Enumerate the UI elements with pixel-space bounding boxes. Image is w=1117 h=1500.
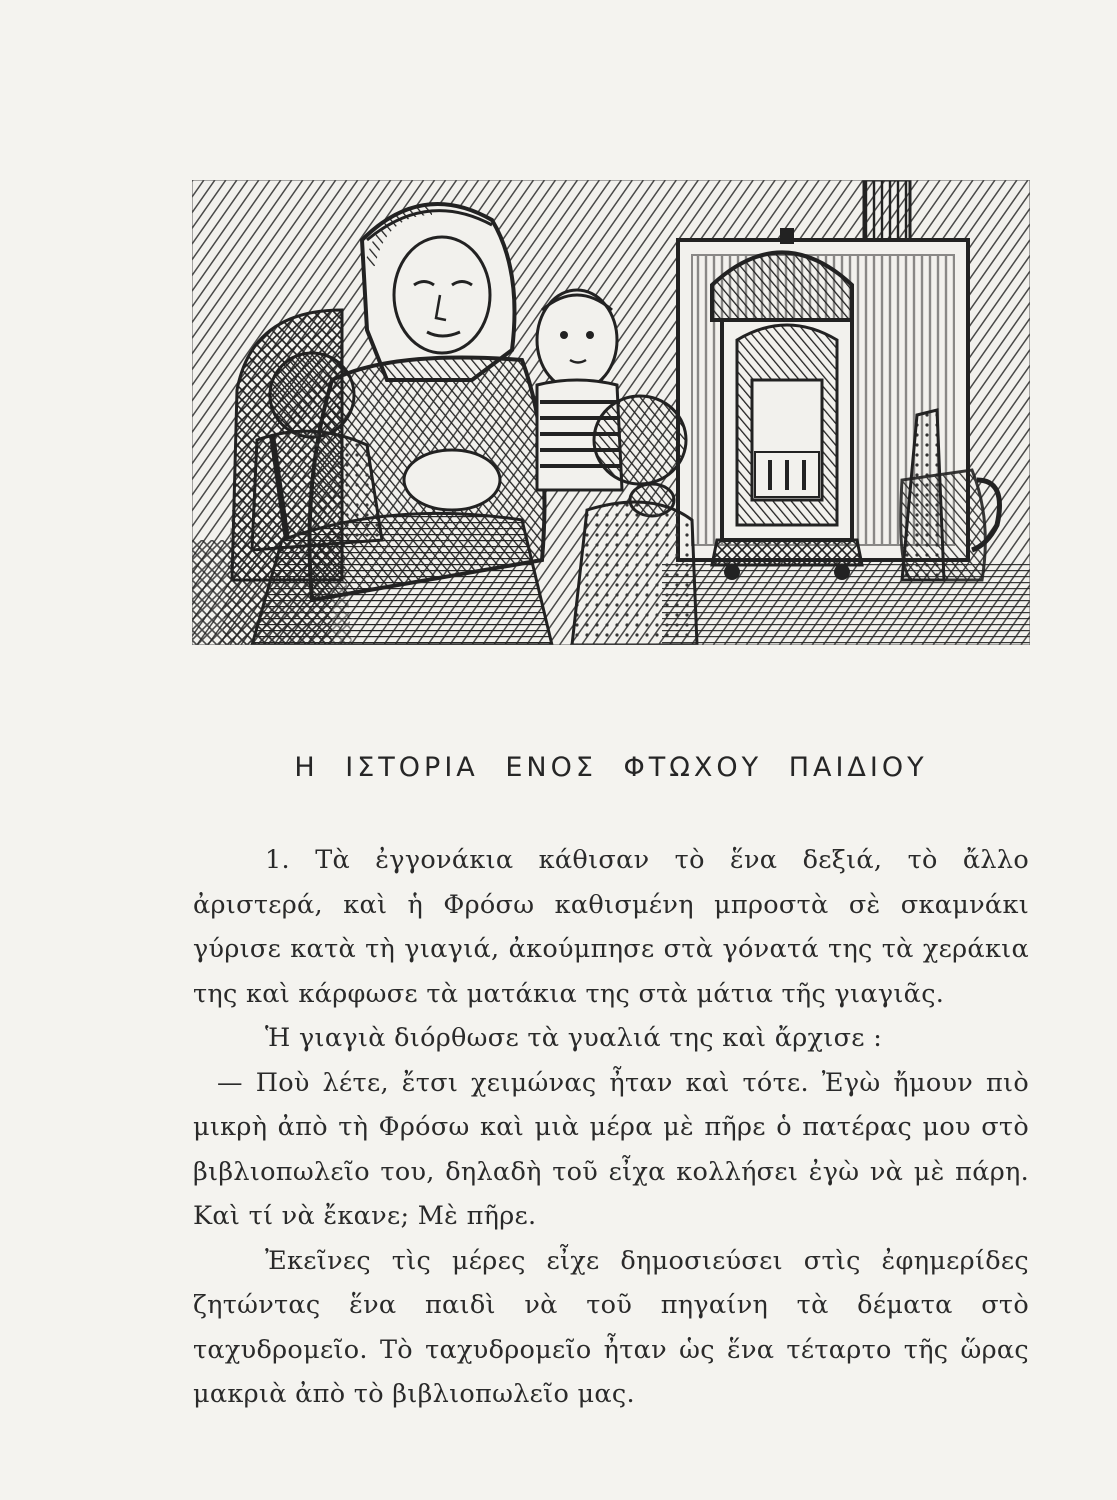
paragraph: Ἐκεῖνες τὶς μέρες εἶχε δημοσιεύσει στὶς ἐφημερίδες ζητώντας ἕνα παιδὶ νὰ τοῦ πηγαίνη τὰ δέματα στὸ ταχυδρομεῖο. Τὸ ταχυδρομεῖο ἦταν ὡς ἕνα τέταρτο τῆς ὥρας μακριὰ ἀπὸ τὸ βιβλιοπωλεῖο μας. (193, 1245, 1029, 1409)
paragraph: — Ποὺ λέτε, ἔτσι χειμώνας ἦταν καὶ τότε. Ἐγὼ ἤμουν πιὸ μικρὴ ἀπὸ τὴ Φρόσω καὶ μιὰ μέρα μὲ πῆρε ὁ πατέρας μου στὸ βιβλιοπωλεῖο του, δηλαδὴ τοῦ εἶχα κολλήσει ἐγὼ νὰ μὲ πάρη. Καὶ τί νὰ ἔκανε; Μὲ πῆρε. (193, 1067, 1029, 1231)
story-body (193, 838, 1029, 1417)
paragraph: Ἡ γιαγιὰ διόρθωσε τὰ γυαλιά της καὶ ἄρχισε : (265, 1023, 883, 1053)
paragraph: 1. Τὰ ἐγγονάκια κάθισαν τὸ ἕνα δεξιά, τὸ ἄλλο ἀριστερά, καὶ ἡ Φρόσω καθισμένη μπροστὰ σὲ σκαμνάκι γύρισε κατὰ τὴ γιαγιά, ἀκούμπησε στὰ γόνατά της τὰ χεράκια της καὶ κάρφωσε τὰ ματάκια της στὰ μάτια τῆς γιαγιᾶς. (193, 845, 1029, 1009)
story-illustration (192, 180, 1030, 645)
story-title: Η ΙΣΤΟΡΙΑ ΕΝΟΣ ΦΤΩΧΟΥ ΠΑΙΔΙΟΥ (294, 752, 928, 783)
